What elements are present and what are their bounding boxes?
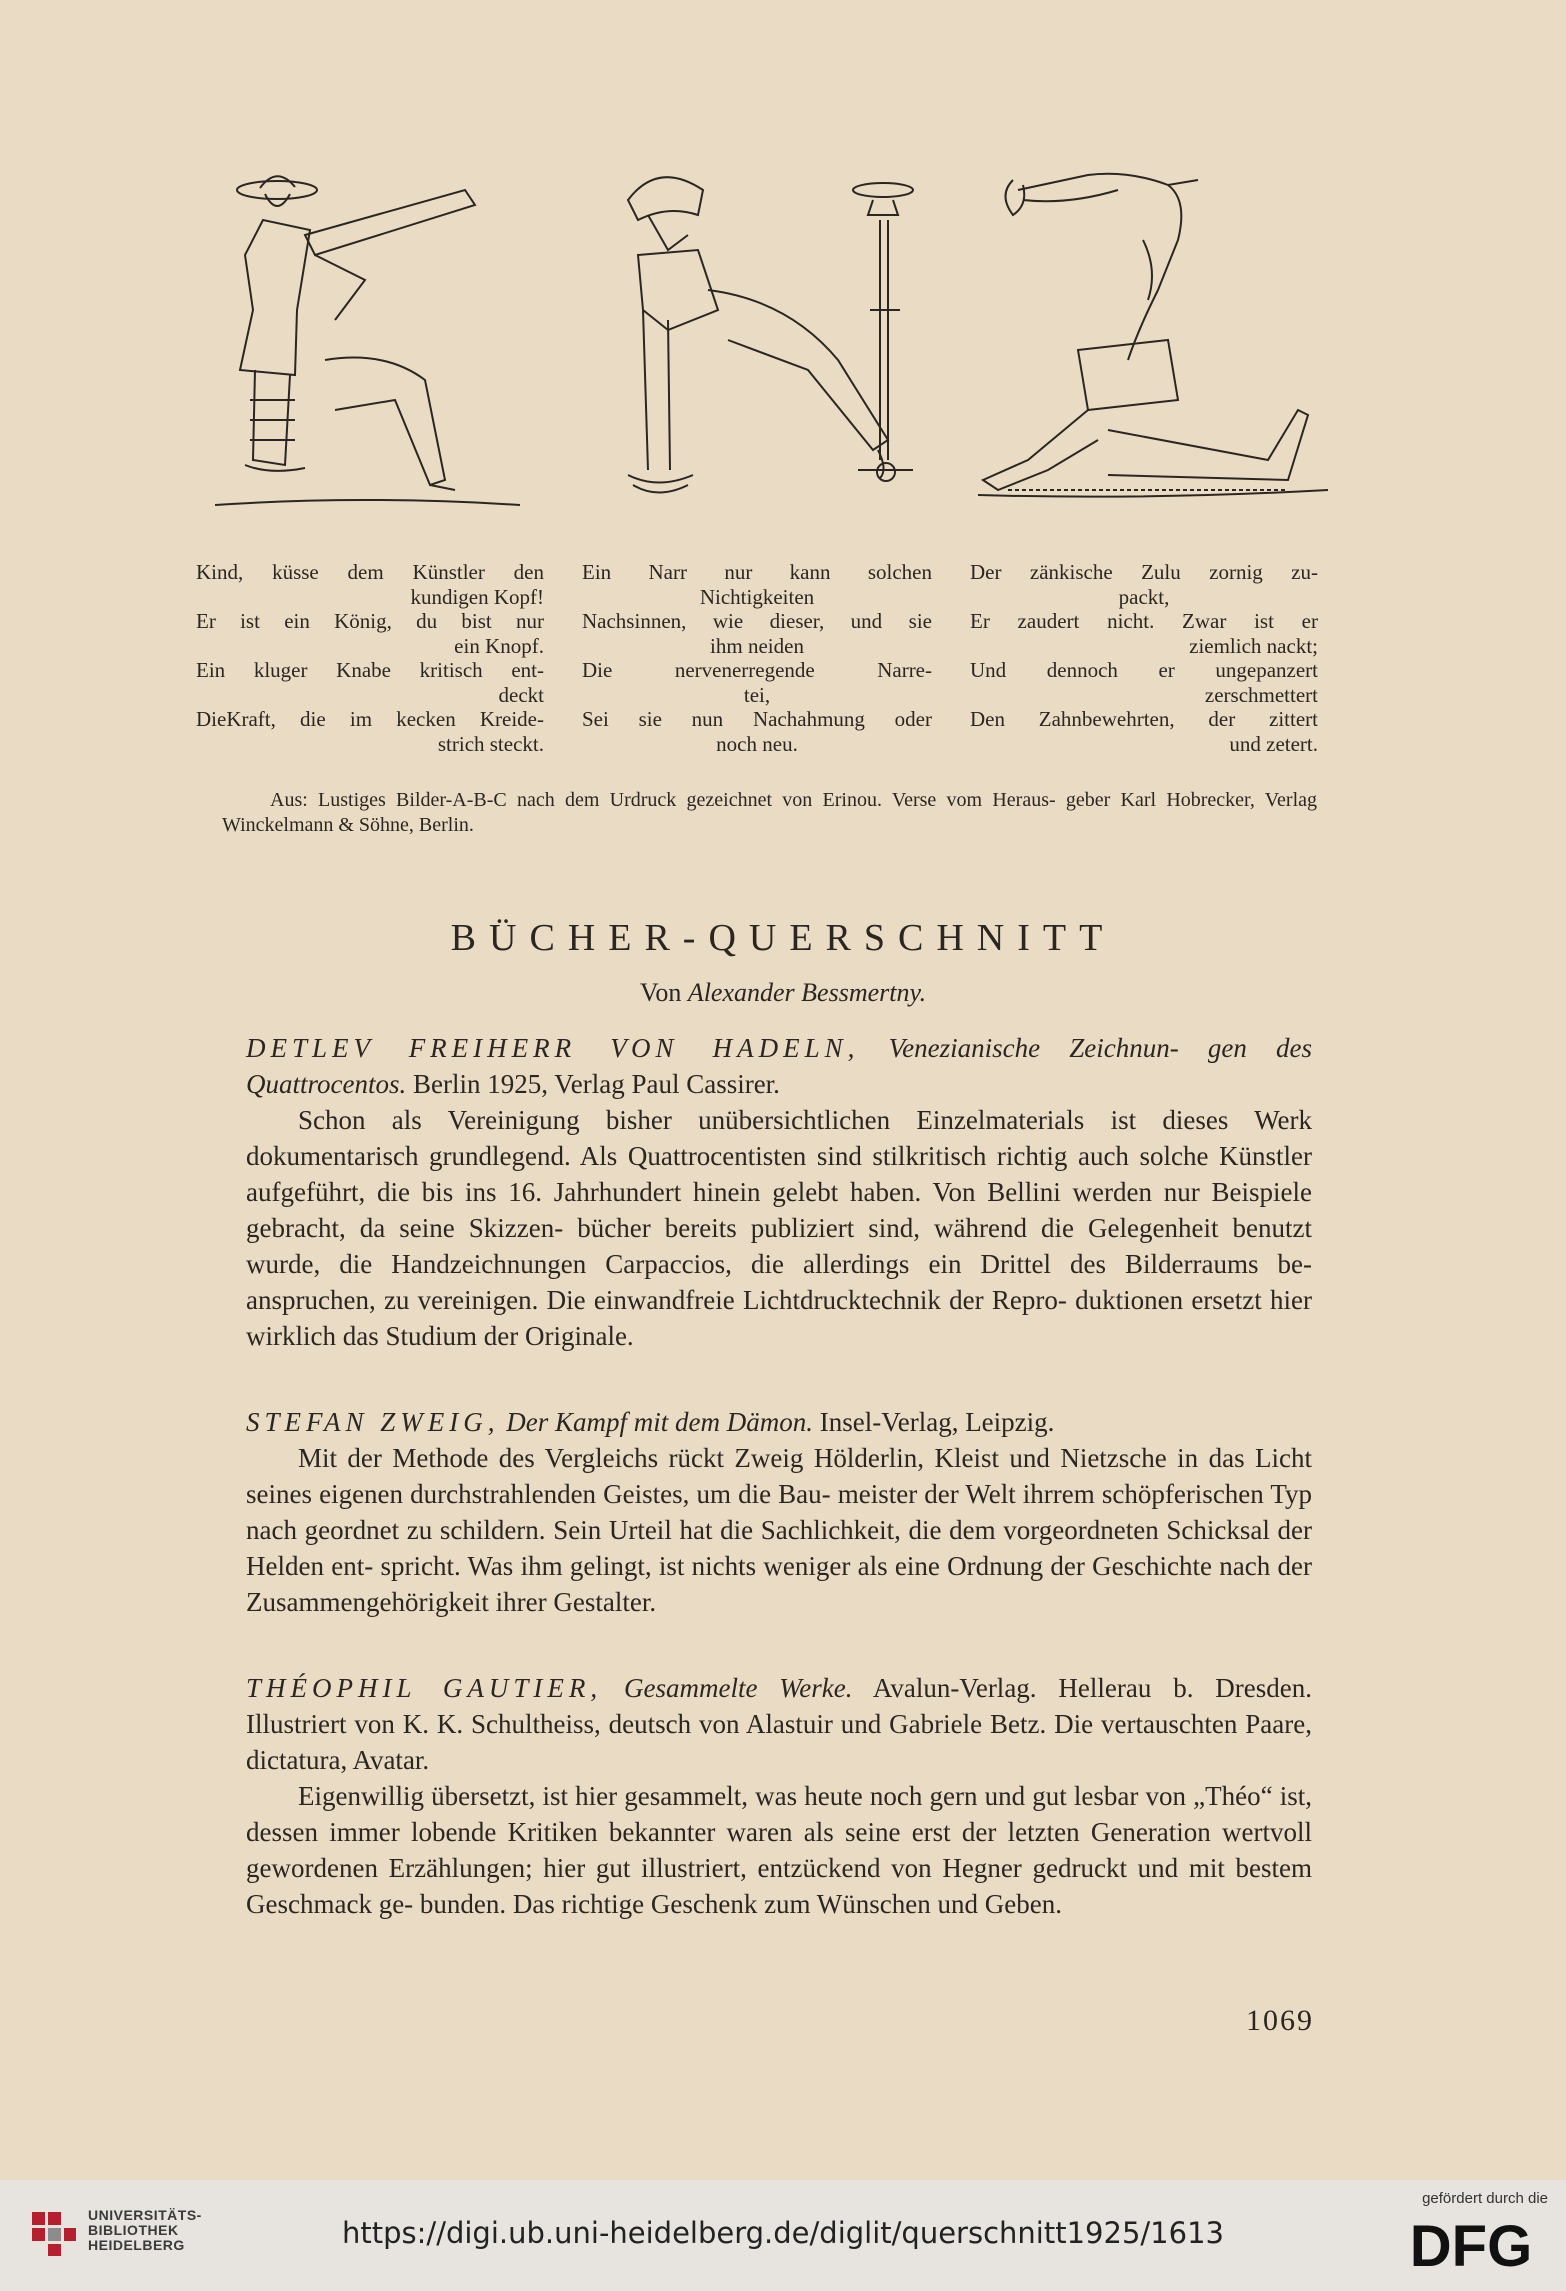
entry-heading — [246, 1030, 1312, 1102]
entry-work: Venezianische Zeichnun- gen des Quattrocentos. — [246, 1033, 1313, 1099]
verse-line: Kind, küsse dem Künstler den — [196, 560, 544, 584]
verse-line: und zetert. — [1229, 731, 1318, 756]
review-entry — [246, 1404, 1312, 1620]
verse-z — [970, 560, 1318, 756]
entry-work: Der Kampf mit dem Dämon. — [506, 1407, 813, 1437]
verse-line: deckt — [498, 682, 544, 707]
verse-k — [196, 560, 544, 756]
byline — [0, 978, 1566, 1008]
page-number: 1069 — [1246, 2004, 1314, 2037]
verse-line: zerschmettert — [1204, 682, 1318, 707]
entry-publisher: Berlin 1925, Verlag Paul Cassirer. — [412, 1069, 780, 1099]
byline-author: Alexander Bessmertny. — [687, 978, 927, 1007]
institution-line: HEIDELBERG — [88, 2237, 185, 2253]
verse-line: ihm neiden — [710, 633, 804, 658]
verse-line: DieKraft, die im kecken Kreide- — [196, 707, 544, 731]
verse-line: tei, — [743, 682, 771, 707]
verse-line: Den Zahnbewehrten, der zittert — [970, 707, 1318, 731]
entry-work: Gesammelte Werke. — [623, 1673, 853, 1703]
entry-body: Eigenwillig übersetzt, ist hier gesammelt, was heute noch gern und gut lesbar von „Théo“ ist, dessen immer lobende Kritiken bekannter waren als seine erst der letzten Generation wertvoll gewordenen Erzählungen; hier gut illustriert, entzückend von Hegner gedruckt und mit bestem Geschmack ge- bunden. Das richtige Geschenk zum Wünschen und Geben. — [246, 1781, 1312, 1919]
verse-line: Der zänkische Zulu zornig zu- — [970, 560, 1318, 584]
byline-prefix: Von — [639, 978, 682, 1007]
letter-k-illustration — [215, 160, 520, 520]
institution-line: BIBLIOTHEK — [88, 2222, 179, 2238]
letter-z-illustration — [968, 160, 1338, 520]
verse-line: Sei sie nun Nachahmung oder — [582, 707, 932, 731]
verse-line: Er zaudert nicht. Zwar ist er — [970, 609, 1318, 633]
dfg-logo-icon — [1396, 2210, 1546, 2276]
entry-publisher: Insel-Verlag, Leipzig. — [819, 1407, 1055, 1437]
verse-line: Ein Narr nur kann solchen — [582, 560, 932, 584]
review-entry — [246, 1670, 1312, 1922]
verse-line: strich steckt. — [437, 731, 544, 756]
verse-line: noch neu. — [716, 731, 798, 756]
verse-line: ein Knopf. — [454, 633, 544, 658]
article-title: BÜCHER-QUERSCHNITT — [450, 917, 1116, 959]
permalink-url[interactable]: https://digi.ub.uni-heidelberg.de/diglit/querschnitt1925/1613 — [342, 2216, 1224, 2250]
verse-line: Nichtigkeiten — [699, 584, 815, 609]
entry-body: Mit der Methode des Vergleichs rückt Zweig Hölderlin, Kleist und Nietzsche in das Licht seines eigenen durchstrahlenden Geistes, um die Bau- meister der Welt ihrrem schöpferischen Typ nach geordnet zu schildern. Sein Urteil hat die Sachlichkeit, die dem vorgeordneten Schicksal der Helden ent- spricht. Was ihm gelingt, ist nichts weniger als eine Ordnung der Geschichte nach der Zusammengehörigkeit ihrer Gestalter. — [246, 1443, 1312, 1617]
verse-n — [582, 560, 932, 756]
source-note-text: Aus: Lustiges Bilder-A-B-C nach dem Urdruck gezeichnet von Erinou. Verse vom Heraus- geber Karl Hobrecker, Verlag Winckelmann & Söhne, Berlin. — [222, 789, 1317, 836]
institution-line: UNIVERSITÄTS- — [88, 2207, 202, 2223]
entry-author: STEFAN ZWEIG, — [246, 1407, 500, 1437]
footer-bar — [0, 2180, 1566, 2291]
verse-line: Die nervenerregende Narre- — [582, 658, 932, 682]
entry-heading — [246, 1404, 1312, 1440]
verse-line: Ein kluger Knabe kritisch ent- — [196, 658, 544, 682]
verse-line: Und dennoch er ungepanzert — [970, 658, 1318, 682]
verse-line: kundigen Kopf! — [410, 584, 544, 609]
verse-line: Er ist ein König, du bist nur — [196, 609, 544, 633]
entry-heading — [246, 1670, 1312, 1778]
entry-publisher: Avalun-Verlag. Hellerau b. Dresden. Illustriert von K. K. Schultheiss, deutsch von Alastuir und Gabriele Betz. Die vertauschten Paare, dictatura, Avatar. — [246, 1673, 1313, 1775]
verse-line: Nachsinnen, wie dieser, und sie — [582, 609, 932, 633]
source-note — [222, 788, 1317, 838]
verse-line: ziemlich nackt; — [1189, 633, 1318, 658]
review-entry — [246, 1030, 1312, 1354]
dfg-logo-text: DFG — [1409, 2214, 1533, 2276]
verse-line: packt, — [1118, 584, 1170, 609]
entry-author: THÉOPHIL GAUTIER, — [246, 1673, 603, 1703]
letter-n-illustration — [608, 160, 928, 520]
entry-body: Schon als Vereinigung bisher unübersichtlichen Einzelmaterials ist dieses Werk dokumentarisch grundlegend. Als Quattrocentisten sind stilkritisch richtig auch solche Künstler aufgeführt, die bis ins 16. Jahrhundert hinein gelebt haben. Von Bellini werden nur Beispiele gebracht, da seine Skizzen- bücher bereits publiziert sind, während die Gelegenheit benutzt wurde, die Handzeichnungen Carpaccios, die allerdings ein Drittel des Bilderraums be- anspruchen, zu vereinigen. Die einwandfreie Lichtdrucktechnik der Repro- duktionen ersetzt hier wirklich das Studium der Originale. — [246, 1105, 1312, 1351]
funded-by-label: gefördert durch die — [1422, 2190, 1548, 2207]
entry-author: DETLEV FREIHERR VON HADELN, — [246, 1033, 860, 1063]
